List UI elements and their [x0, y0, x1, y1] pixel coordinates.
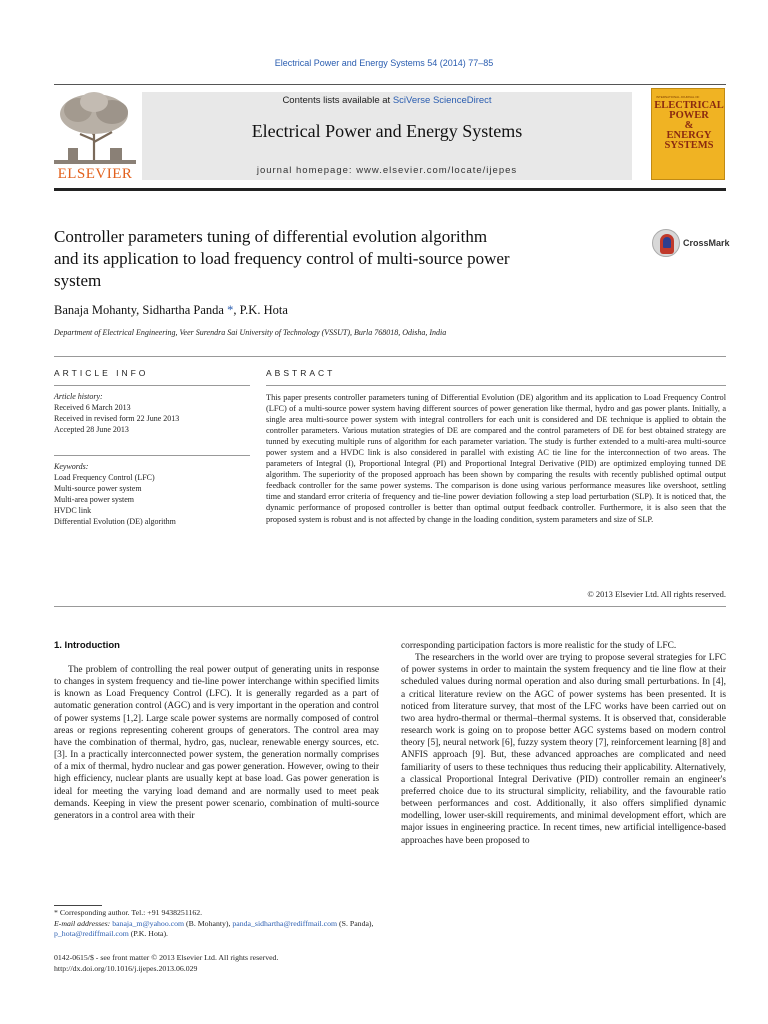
- corresponding-author-mark[interactable]: *: [223, 303, 234, 317]
- article-info-rule: [54, 385, 250, 386]
- keywords-rule: [54, 455, 250, 456]
- journal-title: Electrical Power and Energy Systems: [251, 121, 523, 141]
- journal-homepage-line: journal homepage: www.elsevier.com/locate/ijepes: [256, 165, 518, 176]
- body-paragraph: The problem of controlling the real power output of generating units in response to changes in system frequency and tie-line power interchange within specified limits is known as Load Frequency Control (LFC). It is generally regarded as a part of automatic generation control (AGC) and is very important in the operation and control of power systems [1,2]. Large scale power systems are normally composed of control areas or regions representing coherent groups of generators. The control area may have the combination of thermal, hydro, gas, nuclear, renewable energy sources, etc. [3]. In a practically interconnected power system, the generation normally comprises of a mix of thermal, hydro nuclear and gas power generation. However, owing to their high efficiency, nuclear plants are usually kept at base load. Gas power generation is ideal for meeting the varying load demand and are normally used to meet peak demands. Keeping in view the present power scenario, combination of multi-source generators in a control area with their: [54, 665, 379, 821]
- email-link[interactable]: panda_sidhartha@rediffmail.com: [232, 919, 338, 928]
- contents-availability-line: Contents lists available at SciVerse ScienceDirect: [282, 95, 492, 106]
- doi-link[interactable]: http://dx.doi.org/10.1016/j.ijepes.2013.06.029: [54, 964, 198, 973]
- crossmark-label: CrossMark: [683, 238, 730, 248]
- body-column-right: [401, 640, 726, 847]
- journal-homepage-link[interactable]: www.elsevier.com/locate/ijepes: [356, 165, 518, 176]
- abstract-bottom-rule: [54, 606, 726, 607]
- article-history: Article history: Received 6 March 2013 Received in revised form 22 June 2013 Accepted 28 June 2013: [54, 392, 180, 434]
- corresponding-author-note: * Corresponding author. Tel.: +91 9438251162.: [54, 908, 203, 917]
- body-paragraph: corresponding participation factors is more realistic for the study of LFC.: [401, 641, 677, 651]
- email-link[interactable]: p_hota@rediffmail.com: [54, 929, 129, 939]
- keywords-list: Keywords: Load Frequency Control (LFC) Multi-source power system Multi-area power system HVDC link Differential Evolution (DE) algorithm: [54, 461, 250, 527]
- footnote-rule: [54, 905, 102, 906]
- author-list: Banaja Mohanty, Sidhartha Panda *, P.K. Hota: [54, 303, 288, 317]
- keyword-item: Load Frequency Control (LFC): [54, 473, 155, 482]
- journal-reference-link[interactable]: Electrical Power and Energy Systems 54 (2014) 77–85: [274, 58, 494, 68]
- elsevier-wordmark: ELSEVIER: [57, 166, 133, 182]
- keyword-item: Multi-source power system: [54, 484, 142, 493]
- keyword-item: Multi-area power system: [54, 495, 134, 504]
- crossmark-icon: [652, 229, 680, 257]
- email-addresses: E-mail addresses: banaja_m@yahoo.com (B. Mohanty), panda_sidhartha@rediffmail.com (S. Panda), p_hota@rediffmail.com (P.K. Hota).: [54, 919, 374, 939]
- abstract-heading: ABSTRACT: [266, 368, 336, 378]
- masthead-bottom-rule: [54, 188, 726, 191]
- body-column-left: [54, 664, 379, 822]
- abstract-rule: [266, 385, 726, 386]
- article-title: Controller parameters tuning of differential evolution algorithm and its application to load frequency control of multi-source power system: [54, 227, 510, 290]
- keyword-item: Differential Evolution (DE) algorithm: [54, 517, 176, 526]
- article-info-heading: ARTICLE INFO: [54, 368, 149, 378]
- journal-cover-icon[interactable]: [651, 88, 725, 180]
- sciencedirect-link[interactable]: SciVerse ScienceDirect: [392, 95, 492, 106]
- crossmark-button[interactable]: [652, 229, 732, 259]
- cover-title: ELECTRICAL POWER & ENERGY SYSTEMS: [654, 100, 724, 151]
- cover-small-text: INTERNATIONAL JOURNAL OF: [656, 95, 700, 99]
- body-paragraph: The researchers in the world over are trying to propose several strategies for LFC of power systems in order to maintain the system frequency and tie line flow at their scheduled values during normal operation and also during small perturbations. In [4], a critical literature review on the AGC of power systems has been presented. It is noticed from literature survey, that most of the LFC works have been carried out on two area hydro-thermal or thermal–thermal systems. It is observed that, considerable research work is going on to propose better AGC systems based on modern control theory [5], neural network [6], fuzzy system theory [7], reinforcement learning [8] and ANFIS approach [9]. But, these advanced approaches are complicated and need familiarity of users to these techniques thus reducing their applicability. Alternatively, a classical Proportional Integral Derivative (PID) controller remain an engineer's preferred choice due to its structural simplicity, reliability, and the favourable ratio between performances and cost. Additionally, it also offers simplified dynamic modelling, lower user-skill requirements, and minimal development effort, which are major issues in engineering practice. In recent times, new artificial intelligence-based approaches have been proposed to: [401, 653, 726, 846]
- abstract-text: This paper presents controller parameters tuning of Differential Evolution (DE) algorithm and its application to Load Frequency Control (LFC) of a multi-source power system having different sources of power generation like thermal, hydro and gas power plants. Initially, a single area multi-source power system with integral controllers for each unit is considered and DE technique is applied to obtain the controller parameters. Various mutation strategies of DE are compared and the control parameters of DE for best obtained strategy are tunned by executing multiple runs of algorithm for each parameter variation. The study is further extended to a multi-area multi-source power system and a HVDC link is also considered in parallel with existing AC tie line for the interconnection of two areas. The parameters of Integral (I), Proportional Integral (PI) and Proportional Integral Derivative (PID) are optimized employing tunned DE algorithm. The superiority of the proposed approach has been shown by comparing the results with recently published optimal output feedback controller for the same power systems. The comparison is done using various performance measures like overshoot, settling time and standard error criteria of frequency and tie-line power deviation following a step load perturbation (SLP). It is noticed that, the dynamic performance of proposed controller is better than optimal output feedback controller. Furthermore, it is also seen that the proposed system is robust and is not affected by change in the loading condition, system parameters and size of SLP.: [266, 393, 726, 524]
- masthead-top-rule: [54, 84, 726, 85]
- section-heading-introduction: 1. Introduction: [54, 640, 120, 651]
- keyword-item: HVDC link: [54, 506, 92, 515]
- abstract-copyright: © 2013 Elsevier Ltd. All rights reserved.: [587, 589, 726, 599]
- affiliation: Department of Electrical Engineering, Veer Surendra Sai University of Technology (VSSUT), Burla 768018, Odisha, India: [54, 328, 447, 337]
- info-top-rule: [54, 356, 726, 357]
- email-link[interactable]: banaja_m@yahoo.com: [112, 919, 185, 928]
- issn-line: 0142-0615/$ - see front matter © 2013 Elsevier Ltd. All rights reserved.: [54, 953, 279, 962]
